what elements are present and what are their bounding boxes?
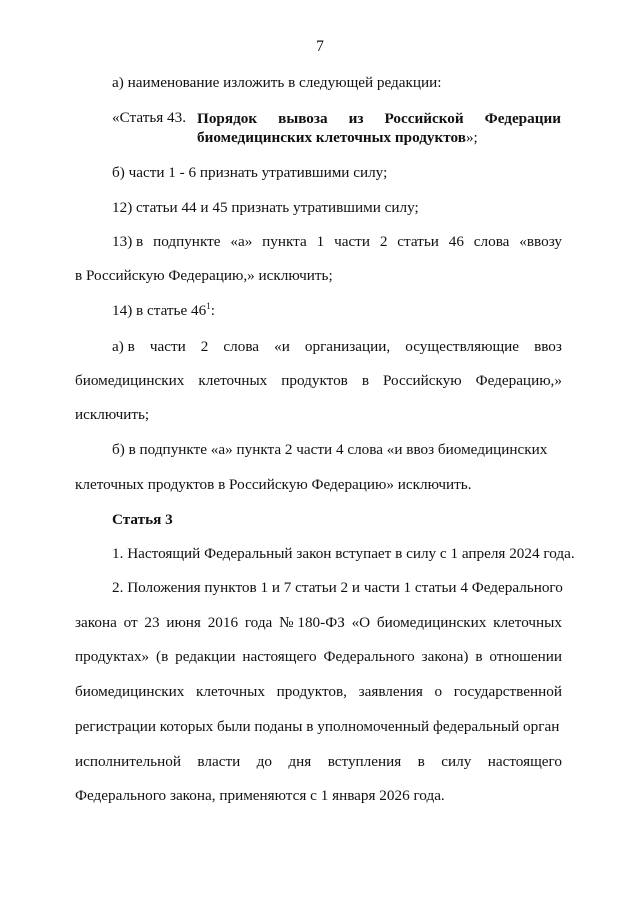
word: закона: [75, 614, 117, 631]
word: биомедицинских: [75, 372, 185, 389]
word: дня: [288, 753, 312, 770]
item-14b-line2: клеточных продуктов в Российскую Федерацию» исключить.: [75, 476, 472, 493]
word: подпункте: [153, 233, 221, 250]
word: года: [244, 614, 273, 631]
item-14b-line1: б) в подпункте «а» пункта 2 части 4 слова «и ввоз биомедицинских: [112, 441, 548, 458]
word: части: [334, 233, 370, 250]
word: заявления: [358, 683, 423, 700]
page-number: 7: [316, 38, 324, 55]
word: от: [123, 614, 138, 631]
word: в: [417, 753, 425, 770]
title-word: Порядок: [197, 110, 258, 127]
article43-prefix: «Статья 43.: [112, 109, 187, 126]
word: Российскую: [382, 372, 462, 389]
article43-title-line1: [197, 109, 561, 128]
title-line2-text: биомедицинских клеточных продуктов: [197, 129, 466, 146]
word: государственной: [453, 683, 562, 700]
item-14a-line3: исключить;: [75, 406, 150, 423]
word: вступления: [327, 753, 402, 770]
title-word: вывоза: [278, 110, 328, 127]
word: части: [149, 338, 186, 355]
word: власти: [197, 753, 241, 770]
word: силу: [441, 753, 472, 770]
item-14-superscript: 1: [206, 300, 211, 311]
word: пункта: [262, 233, 307, 250]
word: июня: [166, 614, 201, 631]
word: 46: [448, 233, 464, 250]
word: продуктов: [281, 372, 348, 389]
paragraph-b-parts: б) части 1 - 6 признать утратившими силу;: [112, 164, 388, 181]
word: (в: [156, 648, 169, 665]
word: 13) в: [112, 233, 144, 250]
word: клеточных: [493, 614, 562, 631]
title-word: из: [348, 110, 364, 127]
title-word: Российской: [384, 110, 464, 127]
word: ввоз: [534, 338, 562, 355]
word: 2: [200, 338, 209, 355]
word: осуществляющие: [405, 338, 520, 355]
article3-paragraph1: 1. Настоящий Федеральный закон вступает в силу с 1 апреля 2024 года.: [112, 545, 575, 562]
article3-p2-line4: [75, 683, 562, 701]
word: настоящего: [487, 753, 562, 770]
word: до: [256, 753, 272, 770]
word: клеточных: [198, 372, 268, 389]
word: 1: [316, 233, 325, 250]
word: закона): [421, 648, 469, 665]
item-13-line2: в Российскую Федерацию,» исключить;: [75, 267, 333, 284]
word: исполнительной: [75, 753, 181, 770]
article3-p2-line3: [75, 648, 562, 666]
word: биомедицинских: [75, 683, 185, 700]
title-closing: »;: [465, 129, 478, 146]
word: 2: [379, 233, 388, 250]
word: в: [475, 648, 483, 665]
item-12: 12) статьи 44 и 45 признать утратившими силу;: [112, 199, 419, 216]
word: редакции: [175, 648, 236, 665]
word: № 180-ФЗ: [279, 614, 345, 631]
word: Федерального: [323, 648, 415, 665]
item-14-suffix: :: [210, 302, 215, 319]
article3-p2-line6: [75, 753, 562, 771]
word: биомедицинских: [376, 614, 487, 631]
word: отношении: [489, 648, 562, 665]
word: «и: [274, 338, 290, 355]
word: статьи: [397, 233, 439, 250]
item-14a-line1: [112, 338, 562, 356]
word: «а»: [230, 233, 253, 250]
word: «ввозу: [519, 233, 562, 250]
word: продуктов,: [276, 683, 347, 700]
paragraph-a-naming: а) наименование изложить в следующей редакции:: [112, 74, 442, 91]
word: 23: [144, 614, 160, 631]
word: Федерацию,»: [475, 372, 562, 389]
word: клеточных: [196, 683, 265, 700]
article3-p2-line7: Федерального закона, применяются с 1 января 2026 года.: [75, 787, 445, 804]
word: 2016: [207, 614, 239, 631]
word: а) в: [112, 338, 135, 355]
item-14-text: 14) в статье 46: [112, 302, 207, 319]
word: в: [361, 372, 369, 389]
article43-title: [197, 109, 561, 147]
title-word: Федерации: [484, 110, 561, 127]
item-14: [112, 302, 215, 320]
article3-p2-line5: регистрации которых были поданы в уполномоченный федеральный орган: [75, 718, 560, 735]
article43-title-line2: [197, 128, 561, 147]
word: продуктах»: [75, 648, 150, 665]
word: слова: [223, 338, 260, 355]
word: организации,: [304, 338, 391, 355]
word: слова: [473, 233, 510, 250]
item-14a-line2: [75, 372, 562, 390]
word: о: [434, 683, 443, 700]
article3-heading: Статья 3: [112, 511, 173, 528]
article3-p2-line2: [75, 614, 562, 632]
word: настоящего: [242, 648, 317, 665]
article3-p2-line1: 2. Положения пунктов 1 и 7 статьи 2 и части 1 статьи 4 Федерального: [112, 579, 563, 596]
word: «О: [351, 614, 371, 631]
item-13-line1: [112, 233, 562, 251]
